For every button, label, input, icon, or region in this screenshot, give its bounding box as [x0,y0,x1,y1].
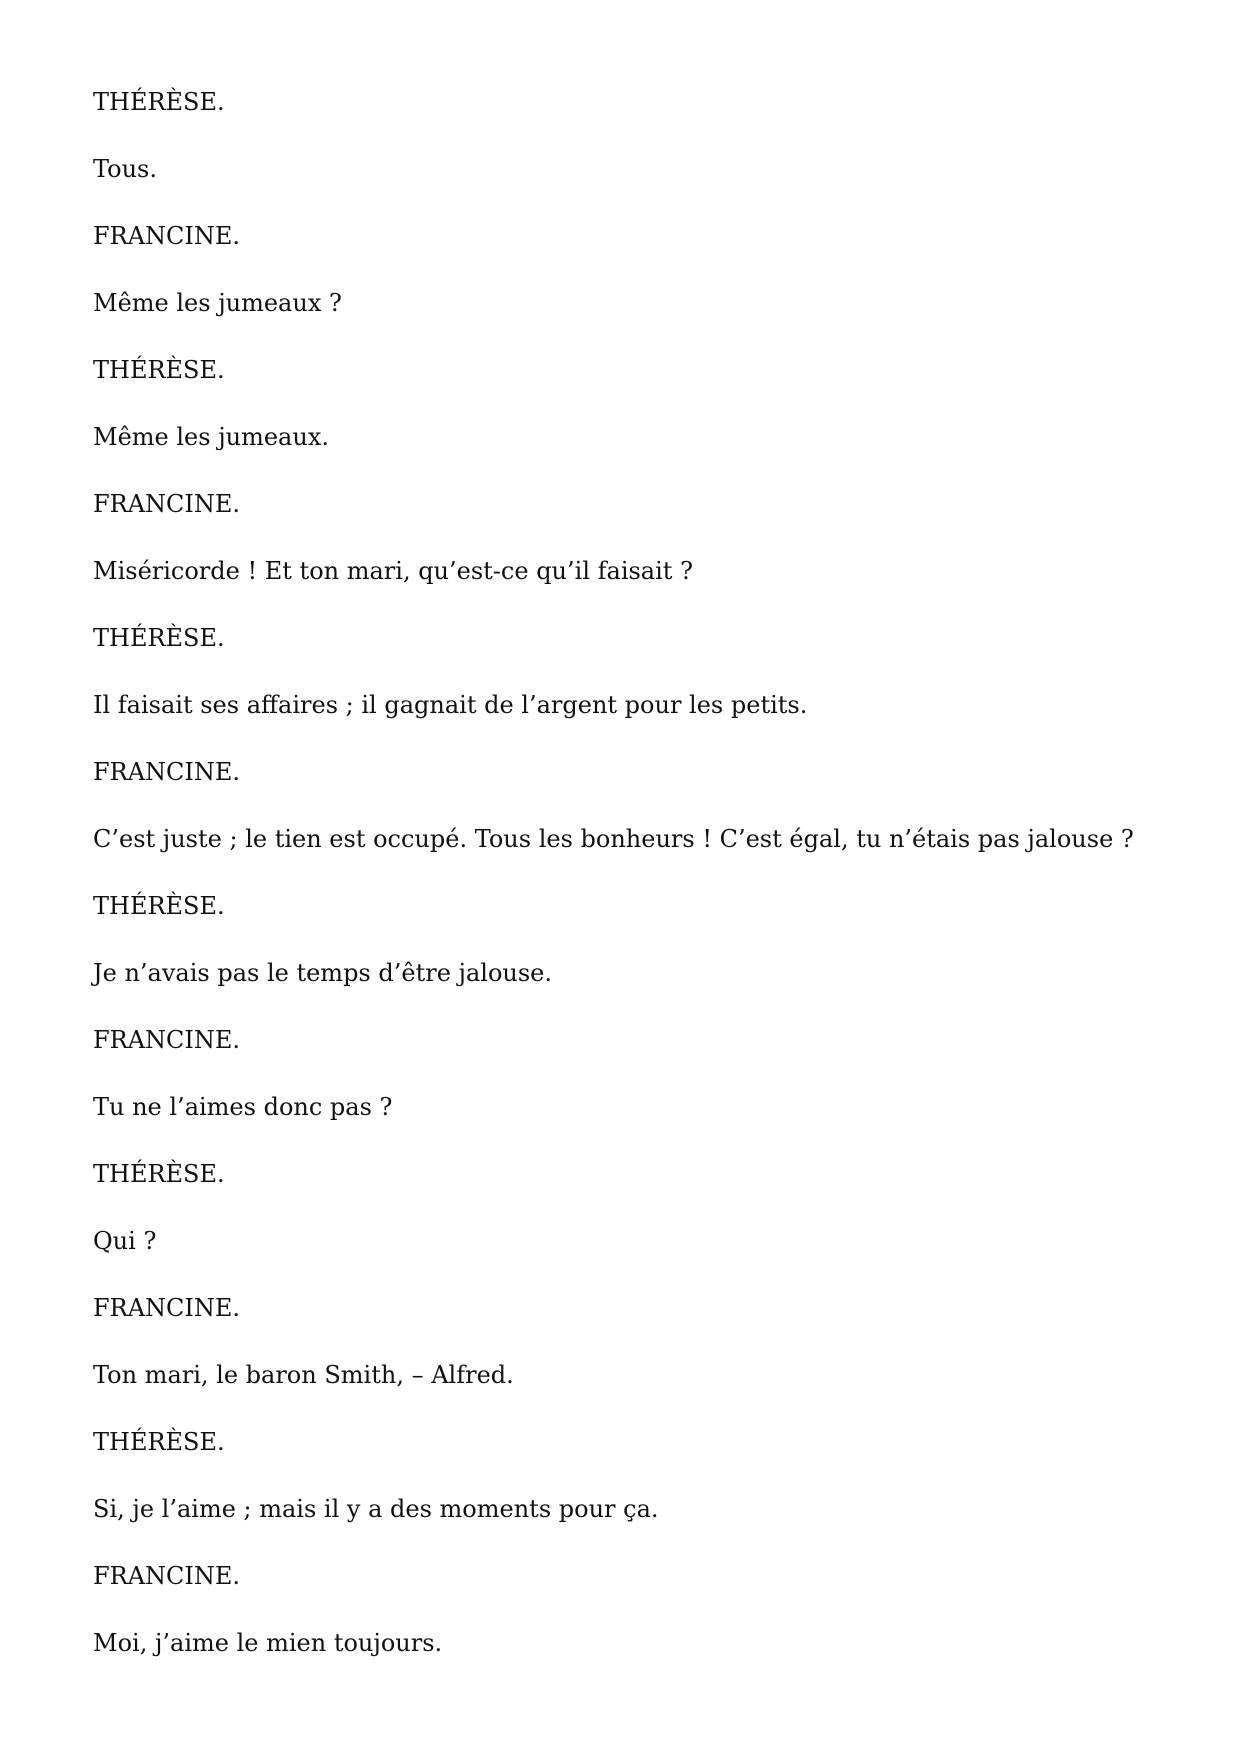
speech-line: Ton mari, le baron Smith, – Alfred. [93,1361,514,1389]
speech-line: Même les jumeaux. [93,423,329,451]
speaker-name: THÉRÈSE. [93,1428,225,1456]
speech-line: Miséricorde ! Et ton mari, qu’est-ce qu’il faisait ? [93,557,693,585]
speaker-name: THÉRÈSE. [93,1160,225,1188]
speech-line: Je n’avais pas le temps d’être jalouse. [93,959,552,987]
speaker-name: THÉRÈSE. [93,88,225,116]
speaker-name: THÉRÈSE. [93,892,225,920]
speech-line: Qui ? [93,1227,157,1255]
speaker-name: FRANCINE. [93,222,241,250]
speech-line: Moi, j’aime le mien toujours. [93,1629,443,1657]
speaker-name: THÉRÈSE. [93,624,225,652]
speaker-name: FRANCINE. [93,758,241,786]
speaker-name: FRANCINE. [93,1026,241,1054]
speaker-name: FRANCINE. [93,1294,241,1322]
speech-line: Tu ne l’aimes donc pas ? [93,1093,393,1121]
speech-line: Même les jumeaux ? [93,289,342,317]
speech-line: Il faisait ses affaires ; il gagnait de l’argent pour les petits. [93,691,808,719]
speaker-name: FRANCINE. [93,490,241,518]
speaker-name: THÉRÈSE. [93,356,225,384]
speech-line: Tous. [93,155,157,183]
dialogue-body [93,84,1173,1692]
speaker-name: FRANCINE. [93,1562,241,1590]
speech-line: C’est juste ; le tien est occupé. Tous les bonheurs ! C’est égal, tu n’étais pas jalouse ? [93,825,1134,853]
speech-line: Si, je l’aime ; mais il y a des moments pour ça. [93,1495,659,1523]
